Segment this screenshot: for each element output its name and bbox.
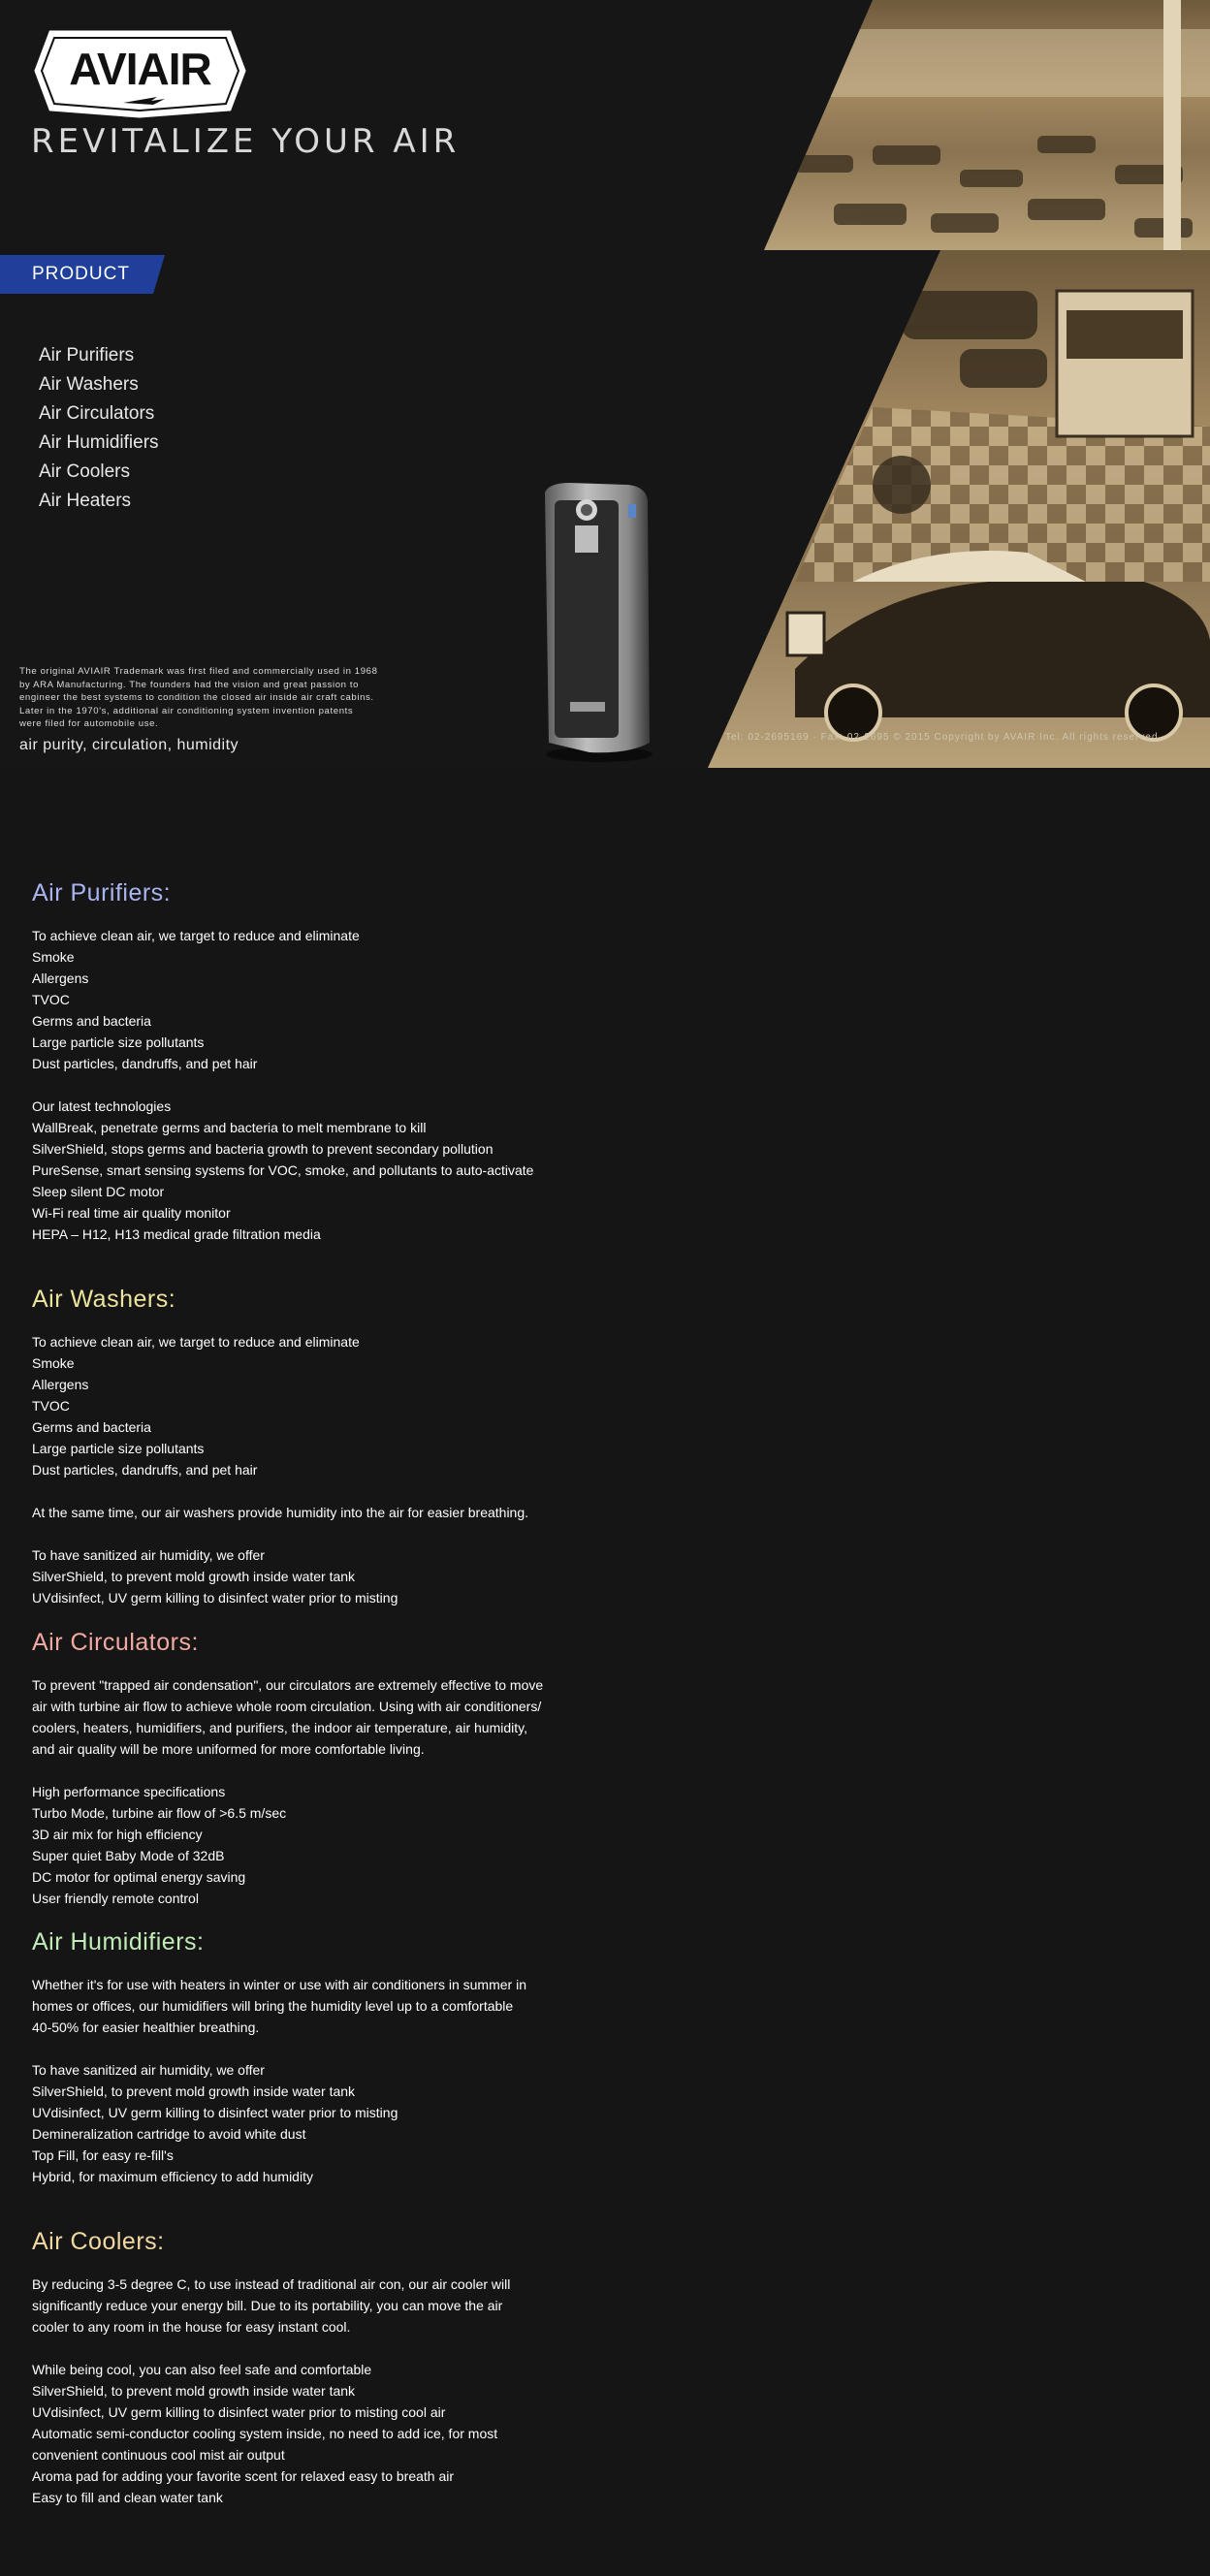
brand-history-text: The original AVIAIR Trademark was first filed and commercially used in 1968 by ARA Manufacturing. The founders had the vision and great passion to engineer the best systems to condition the closed air inside air craft cabins. Later in the 1970's, additional air conditioning system invention patents were filed for automobile use.: [19, 666, 378, 729]
text-line: [32, 1480, 614, 1502]
section-air-washers: [32, 1286, 614, 1608]
section-body-air-coolers: [32, 2274, 614, 2508]
text-line: Demineralization cartridge to avoid white dust: [32, 2126, 306, 2142]
text-line: air with turbine air flow to achieve whole room circulation. Using with air conditioners/: [32, 1699, 542, 1714]
text-line: SilverShield, to prevent mold growth inside water tank: [32, 2383, 356, 2399]
text-line: 40-50% for easier healthier breathing.: [32, 2019, 260, 2035]
text-line: To achieve clean air, we target to reduce and eliminate: [32, 928, 360, 943]
text-line: cooler to any room in the house for easy instant cool.: [32, 2319, 351, 2335]
text-line: SilverShield, to prevent mold growth inside water tank: [32, 2083, 356, 2099]
text-line: UVdisinfect, UV germ killing to disinfect water prior to misting: [32, 1590, 398, 1606]
text-line: Turbo Mode, turbine air flow of >6.5 m/sec: [32, 1805, 287, 1821]
text-line: significantly reduce your energy bill. Due to its portability, you can move the air: [32, 2298, 503, 2313]
text-line: Smoke: [32, 1355, 75, 1371]
section-air-coolers: [32, 2228, 614, 2508]
text-line: Dust particles, dandruffs, and pet hair: [32, 1056, 258, 1071]
text-line: To achieve clean air, we target to reduce and eliminate: [32, 1334, 360, 1350]
product-heading: PRODUCT: [32, 264, 130, 284]
section-body-air-washers: [32, 1331, 614, 1608]
copyright-text: Tel: 02-2695169 · Fax: 02-2695 © 2015 Copyright by AVAIR Inc. All rights reserved: [725, 732, 1159, 743]
text-line: Germs and bacteria: [32, 1419, 151, 1435]
product-nav: [39, 341, 159, 516]
text-line: To prevent "trapped air condensation", our circulators are extremely effective to move: [32, 1677, 544, 1693]
section-body-air-purifiers: [32, 925, 614, 1245]
text-line: By reducing 3-5 degree C, to use instead of traditional air con, our air cooler will: [32, 2276, 511, 2292]
text-line: homes or offices, our humidifiers will bring the humidity level up to a comfortable: [32, 1998, 514, 2014]
section-title-air-humidifiers: Air Humidifiers:: [32, 1928, 205, 1956]
text-line: [32, 1760, 614, 1781]
text-line: Large particle size pollutants: [32, 1034, 205, 1050]
text-line: [32, 1523, 614, 1544]
section-title-air-washers: Air Washers:: [32, 1286, 176, 1313]
hero-banner: [0, 0, 1210, 768]
text-line: Aroma pad for adding your favorite scent for relaxed easy to breath air: [32, 2468, 455, 2484]
brand-slogan: air purity, circulation, humidity: [19, 737, 239, 753]
text-line: UVdisinfect, UV germ killing to disinfect water prior to misting cool air: [32, 2404, 446, 2420]
text-line: Smoke: [32, 949, 75, 965]
nav-air-heaters[interactable]: Air Heaters: [39, 491, 132, 511]
nav-air-purifiers[interactable]: Air Purifiers: [39, 345, 135, 366]
text-line: WallBreak, penetrate germs and bacteria to melt membrane to kill: [32, 1120, 427, 1135]
text-line: Sleep silent DC motor: [32, 1184, 165, 1199]
nav-air-humidifiers[interactable]: Air Humidifiers: [39, 432, 159, 453]
text-line: To have sanitized air humidity, we offer: [32, 1547, 265, 1563]
nav-air-coolers[interactable]: Air Coolers: [39, 461, 130, 482]
text-line: Hybrid, for maximum efficiency to add humidity: [32, 2169, 313, 2184]
text-line: [32, 2337, 614, 2359]
text-line: At the same time, our air washers provide humidity into the air for easier breathing.: [32, 1505, 529, 1520]
text-line: coolers, heaters, humidifiers, and purifiers, the indoor air temperature, air humidity,: [32, 1720, 527, 1735]
section-air-humidifiers: [32, 1928, 614, 2187]
text-line: UVdisinfect, UV germ killing to disinfect water prior to misting: [32, 2105, 398, 2120]
text-line: Our latest technologies: [32, 1098, 172, 1114]
section-title-air-circulators: Air Circulators:: [32, 1629, 199, 1656]
section-title-air-purifiers: Air Purifiers:: [32, 879, 172, 906]
text-line: SilverShield, to prevent mold growth inside water tank: [32, 1569, 356, 1584]
page-tagline: REVITALIZE YOUR AIR: [31, 122, 461, 161]
nav-air-circulators[interactable]: Air Circulators: [39, 403, 155, 424]
text-line: 3D air mix for high efficiency: [32, 1827, 203, 1842]
text-line: TVOC: [32, 992, 70, 1007]
section-air-purifiers: [32, 879, 614, 1245]
text-line: [32, 1074, 614, 1096]
air-purifier-product-image: [531, 481, 659, 768]
text-line: and air quality will be more uniformed for more comfortable living.: [32, 1741, 425, 1757]
text-line: High performance specifications: [32, 1784, 226, 1799]
text-line: Easy to fill and clean water tank: [32, 2490, 223, 2505]
text-line: User friendly remote control: [32, 1891, 199, 1906]
text-line: While being cool, you can also feel safe and comfortable: [32, 2362, 372, 2377]
text-line: Whether it's for use with heaters in winter or use with air conditioners in summer in: [32, 1977, 526, 1992]
section-air-circulators: [32, 1629, 614, 1909]
text-line: Top Fill, for easy re-fill's: [32, 2147, 174, 2163]
text-line: Large particle size pollutants: [32, 1441, 205, 1456]
text-line: Automatic semi-conductor cooling system inside, no need to add ice, for most: [32, 2426, 498, 2441]
text-line: To have sanitized air humidity, we offer: [32, 2062, 265, 2078]
text-line: PureSense, smart sensing systems for VOC, smoke, and pollutants to auto-activate: [32, 1162, 534, 1178]
text-line: TVOC: [32, 1398, 70, 1414]
nav-air-washers[interactable]: Air Washers: [39, 374, 139, 395]
text-line: HEPA – H12, H13 medical grade filtration media: [32, 1226, 321, 1242]
text-line: SilverShield, stops germs and bacteria growth to prevent secondary pollution: [32, 1141, 494, 1157]
section-title-air-coolers: Air Coolers:: [32, 2228, 165, 2255]
text-line: Super quiet Baby Mode of 32dB: [32, 1848, 225, 1863]
section-body-air-humidifiers: [32, 1974, 614, 2187]
text-line: Allergens: [32, 970, 89, 986]
text-line: [32, 2038, 614, 2059]
text-line: Dust particles, dandruffs, and pet hair: [32, 1462, 258, 1478]
section-body-air-circulators: [32, 1674, 614, 1909]
text-line: convenient continuous cool mist air output: [32, 2447, 285, 2463]
logo-wordmark: AVIAIR: [69, 44, 211, 94]
text-line: DC motor for optimal energy saving: [32, 1869, 246, 1885]
text-line: Wi-Fi real time air quality monitor: [32, 1205, 231, 1221]
text-line: Germs and bacteria: [32, 1013, 151, 1029]
text-line: Allergens: [32, 1377, 89, 1392]
